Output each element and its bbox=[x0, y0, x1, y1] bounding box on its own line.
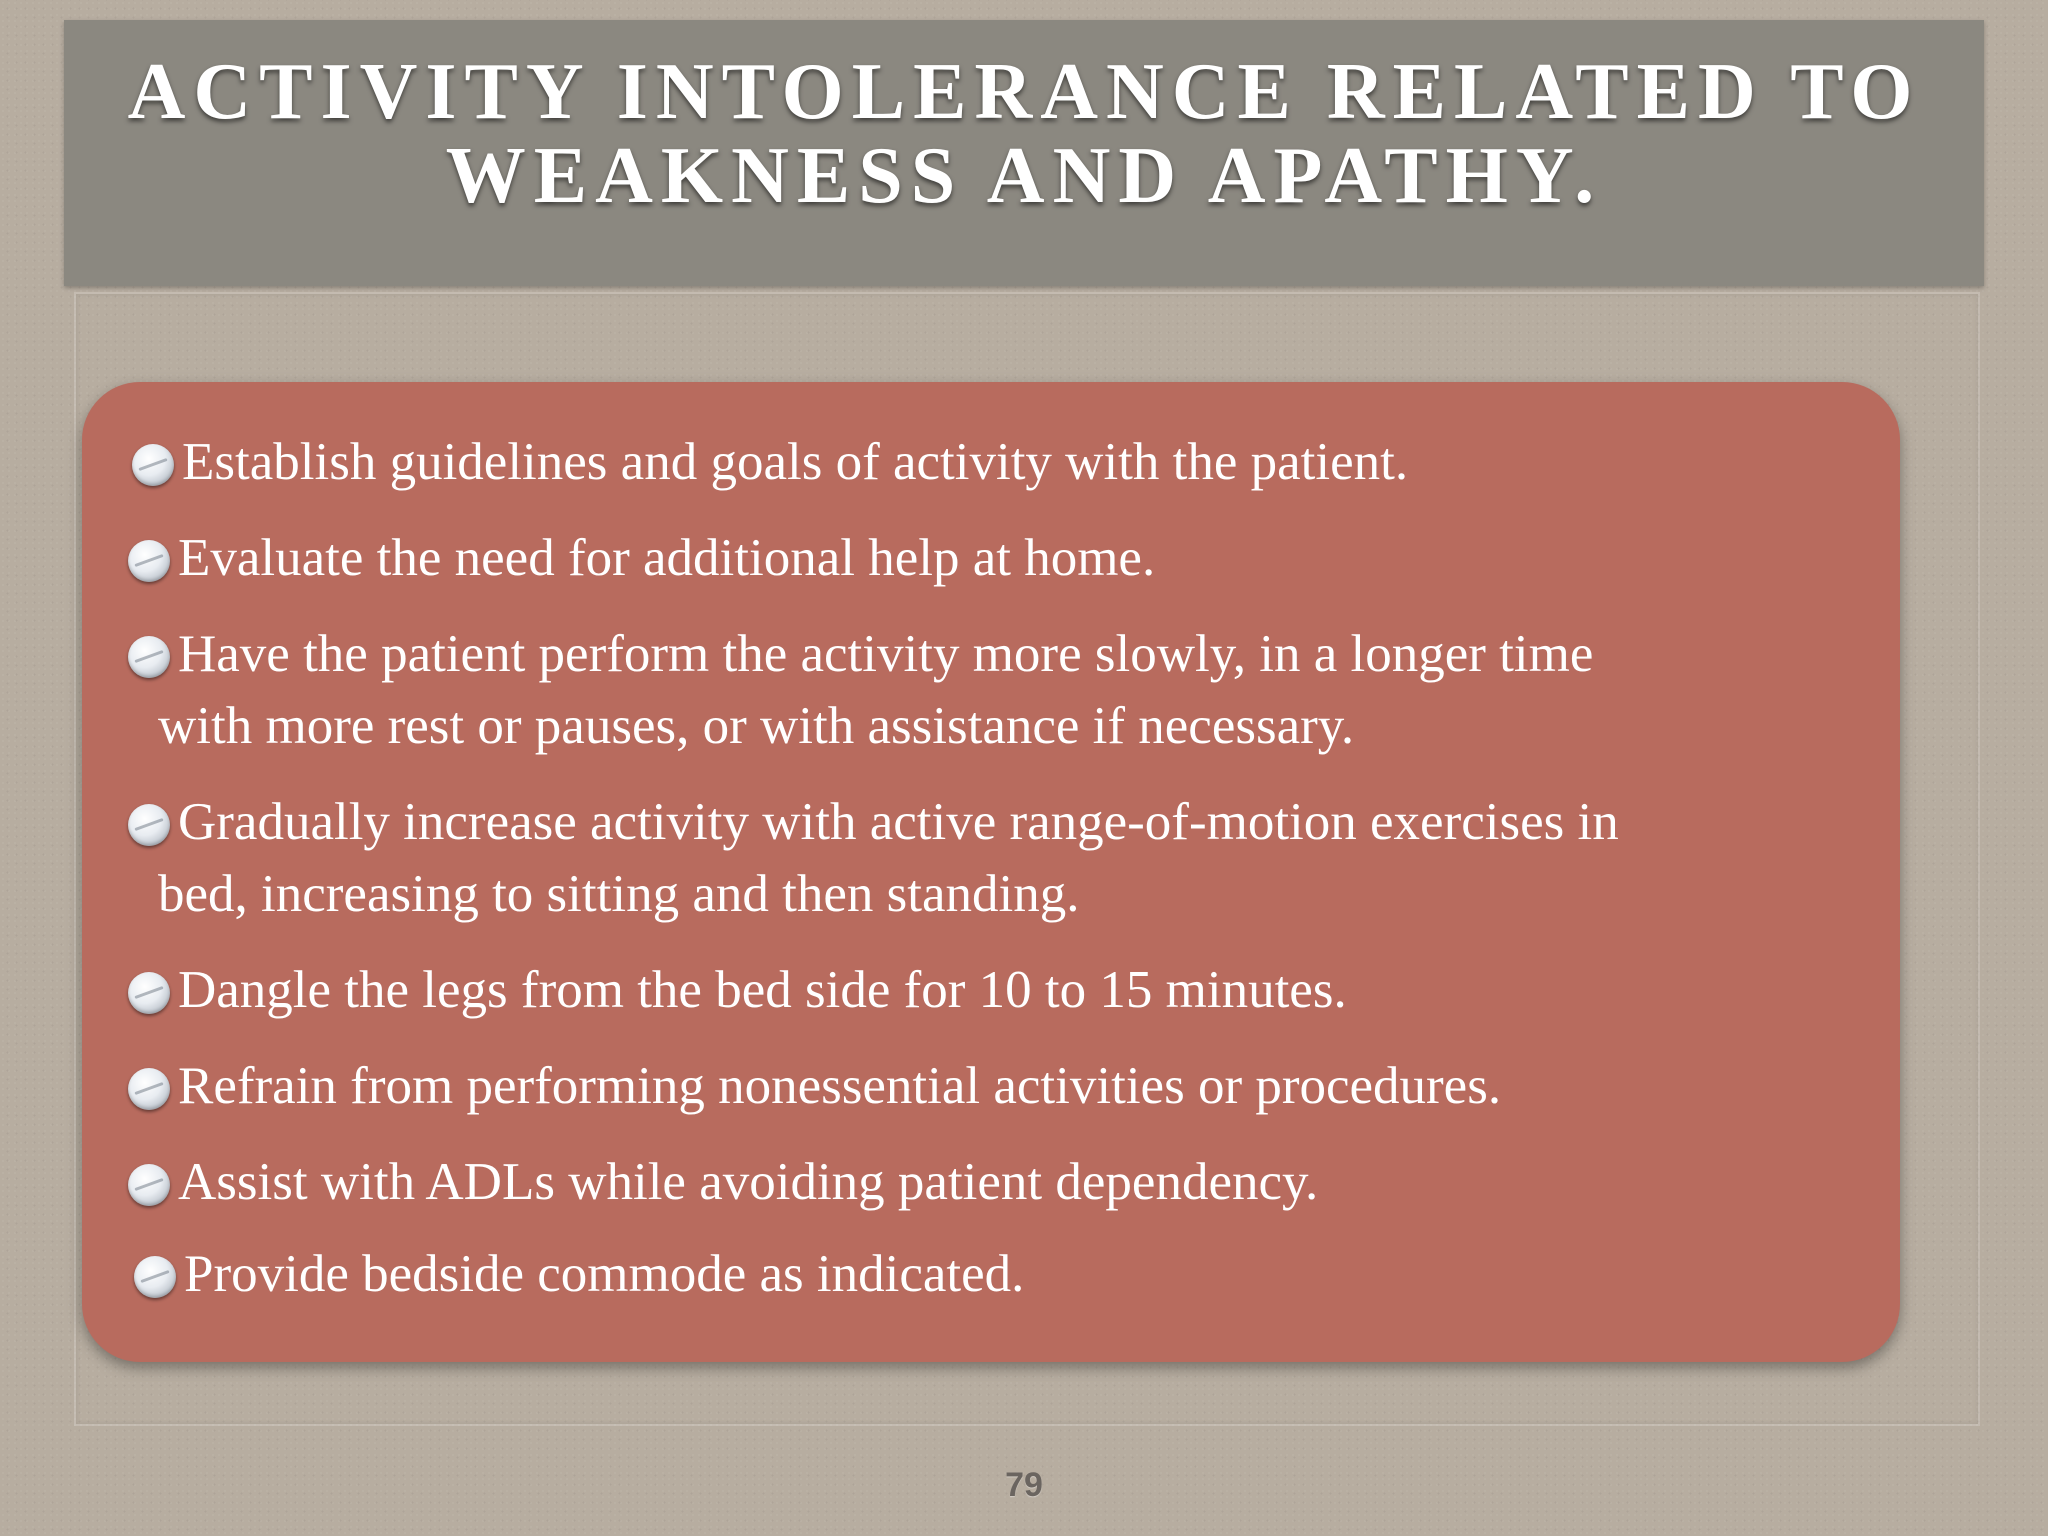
bullet-text: Evaluate the need for additional help at home. bbox=[178, 529, 1156, 587]
pill-bullet-icon bbox=[128, 1164, 170, 1206]
list-item bbox=[128, 618, 1888, 762]
page-number: 79 bbox=[1005, 1466, 1043, 1504]
bullet-text: Have the patient perform the activity more slowly, in a longer time bbox=[178, 625, 1594, 683]
title-banner bbox=[64, 20, 1984, 286]
pill-bullet-icon bbox=[128, 804, 170, 846]
bullet-text-continued: with more rest or pauses, or with assistance if necessary. bbox=[158, 697, 1355, 755]
pill-bullet-icon bbox=[132, 444, 174, 486]
bullet-text: Gradually increase activity with active range-of-motion exercises in bbox=[178, 793, 1619, 851]
title-line-2: WEAKNESS AND APATHY. bbox=[445, 132, 1603, 220]
pill-bullet-icon bbox=[128, 540, 170, 582]
list-item bbox=[132, 426, 1892, 498]
pill-bullet-icon bbox=[128, 972, 170, 1014]
bullet-text: Dangle the legs from the bed side for 10 to 15 minutes. bbox=[178, 961, 1347, 1019]
slide-title bbox=[64, 20, 1984, 218]
bullet-text: Refrain from performing nonessential activities or procedures. bbox=[178, 1057, 1502, 1115]
bullet-text: Establish guidelines and goals of activity with the patient. bbox=[182, 433, 1409, 491]
pill-bullet-icon bbox=[128, 636, 170, 678]
bullet-text: Assist with ADLs while avoiding patient dependency. bbox=[178, 1153, 1319, 1211]
pill-bullet-icon bbox=[128, 1068, 170, 1110]
content-box bbox=[82, 382, 1900, 1362]
list-item bbox=[134, 1238, 1894, 1310]
list-item bbox=[128, 954, 1888, 1026]
bullet-text-continued: bed, increasing to sitting and then standing. bbox=[158, 865, 1080, 923]
list-item bbox=[128, 1050, 1888, 1122]
bullet-text: Provide bedside commode as indicated. bbox=[184, 1245, 1025, 1303]
list-item bbox=[128, 1146, 1888, 1218]
title-line-1: ACTIVITY INTOLERANCE RELATED TO bbox=[127, 48, 1921, 136]
pill-bullet-icon bbox=[134, 1256, 176, 1298]
list-item bbox=[128, 786, 1888, 930]
list-item bbox=[128, 522, 1888, 594]
